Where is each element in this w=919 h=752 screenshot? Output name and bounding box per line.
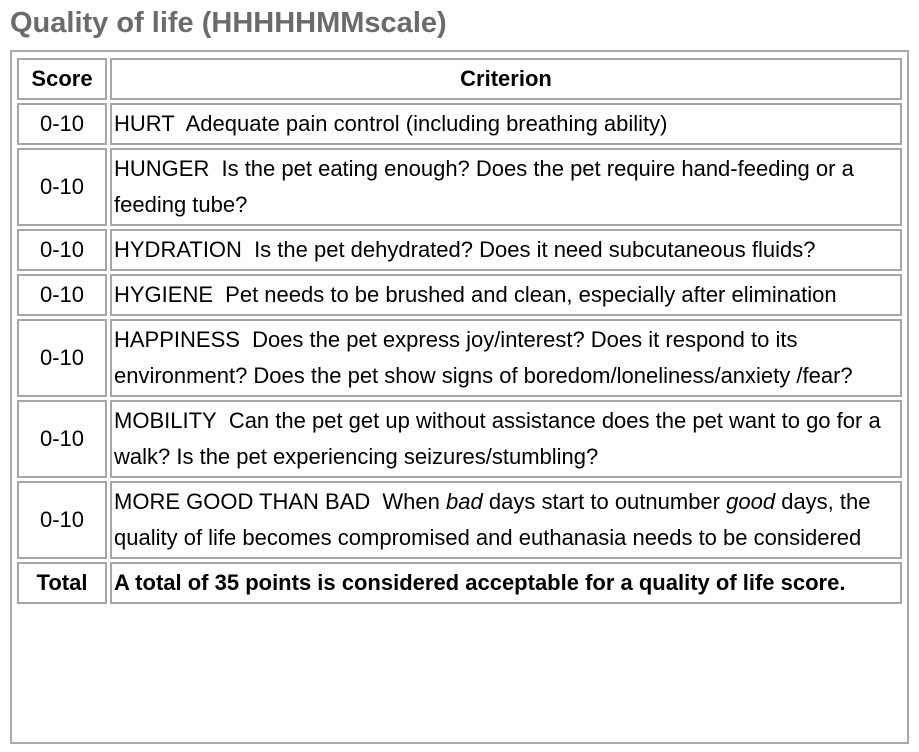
criterion-cell <box>110 274 902 316</box>
criterion-emphasis-good: good <box>726 489 776 514</box>
criterion-cell <box>110 319 902 397</box>
criterion-cell <box>110 148 902 226</box>
total-label: Total <box>17 562 107 604</box>
criterion-cell <box>110 400 902 478</box>
criterion-name: HYDRATION <box>114 237 242 262</box>
criterion-description: Does the pet express joy/interest? Does it respond to its environment? Does the pet show signs of boredom/loneliness/anxiety /fear? <box>114 327 853 388</box>
quality-of-life-table <box>14 55 905 607</box>
score-cell: 0-10 <box>17 274 107 316</box>
table-row <box>17 481 902 559</box>
total-row <box>17 562 902 604</box>
criterion-name: MOBILITY <box>114 408 217 433</box>
page-title: Quality of life (HHHHHMMscale) <box>10 7 447 39</box>
criterion-name: HURT <box>114 111 175 136</box>
score-cell: 0-10 <box>17 229 107 271</box>
criterion-column-header: Criterion <box>110 58 902 100</box>
table-header-row <box>17 58 902 100</box>
score-cell: 0-10 <box>17 103 107 145</box>
criterion-description: Pet needs to be brushed and clean, especially after elimination <box>225 282 837 307</box>
table-row <box>17 274 902 316</box>
criterion-cell <box>110 481 902 559</box>
score-cell: 0-10 <box>17 481 107 559</box>
score-cell: 0-10 <box>17 319 107 397</box>
criterion-description: Is the pet dehydrated? Does it need subcutaneous fluids? <box>254 237 816 262</box>
criterion-cell <box>110 103 902 145</box>
criterion-name: HYGIENE <box>114 282 214 307</box>
criterion-description: Can the pet get up without assistance does the pet want to go for a walk? Is the pet experiencing seizures/stumbling? <box>114 408 881 469</box>
criterion-name: HAPPINESS <box>114 327 240 352</box>
table-row <box>17 400 902 478</box>
score-cell: 0-10 <box>17 148 107 226</box>
criterion-cell <box>110 229 902 271</box>
criterion-name: MORE GOOD THAN BAD <box>114 489 371 514</box>
table-row <box>17 103 902 145</box>
quality-of-life-table-frame <box>10 50 909 744</box>
table-row <box>17 148 902 226</box>
criterion-text-between: days start to outnumber <box>488 489 720 514</box>
criterion-name: HUNGER <box>114 156 210 181</box>
table-row <box>17 319 902 397</box>
criterion-text-before-bad: When <box>382 489 440 514</box>
criterion-description: Adequate pain control (including breathing ability) <box>185 111 668 136</box>
criterion-text-after: days, the quality of life becomes compromised and euthanasia needs to be considered <box>114 489 871 550</box>
score-cell: 0-10 <box>17 400 107 478</box>
score-column-header: Score <box>17 58 107 100</box>
criterion-description: Is the pet eating enough? Does the pet require hand-feeding or a feeding tube? <box>114 156 854 217</box>
table-row <box>17 229 902 271</box>
criterion-emphasis-bad: bad <box>446 489 483 514</box>
total-description: A total of 35 points is considered acceptable for a quality of life score. <box>110 562 902 604</box>
